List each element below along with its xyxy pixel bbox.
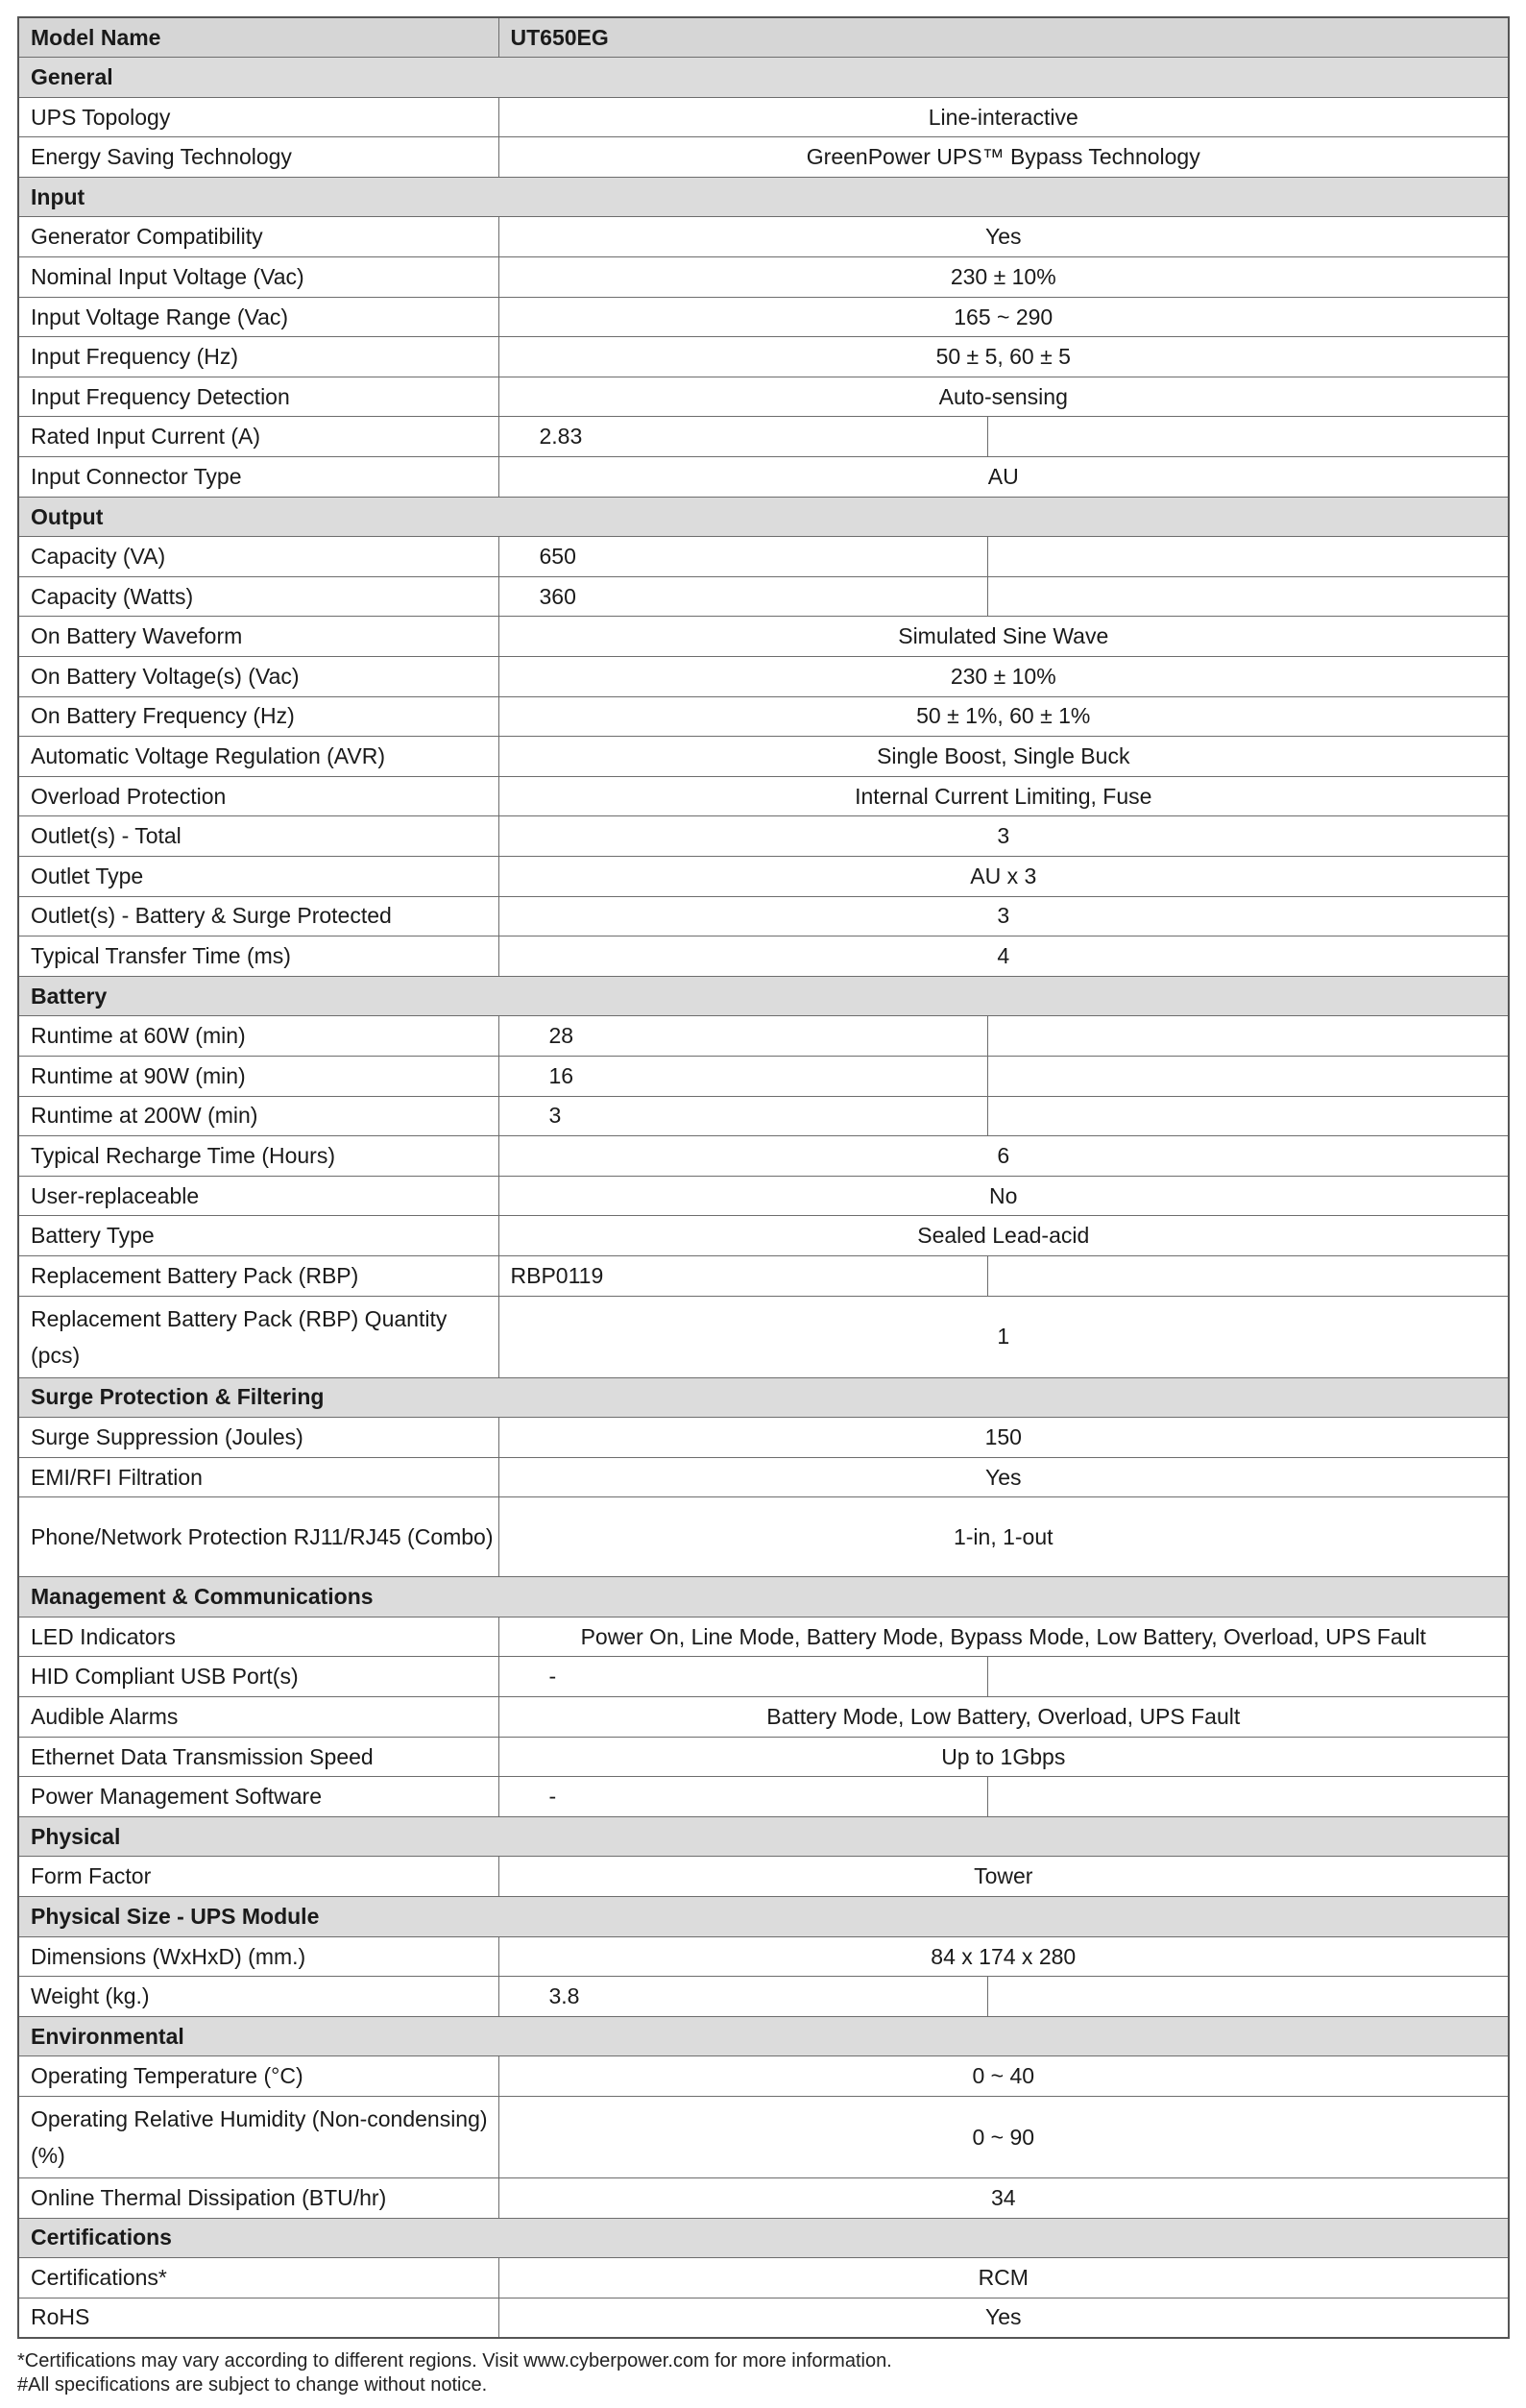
section-title: Battery	[18, 976, 1509, 1016]
spec-label: On Battery Frequency (Hz)	[18, 696, 498, 737]
spec-label: RoHS	[18, 2298, 498, 2338]
spec-row-capacity-watts	[18, 576, 1509, 617]
empty-cell	[987, 1777, 1509, 1817]
section-title: Input	[18, 177, 1509, 217]
spec-value: 4	[498, 936, 1509, 977]
spec-value: 34	[498, 2178, 1509, 2219]
spec-value: RBP0119	[498, 1255, 987, 1296]
spec-label: Rated Input Current (A)	[18, 417, 498, 457]
spec-value: AU	[498, 457, 1509, 498]
spec-row-operating-temperature-c	[18, 2056, 1509, 2097]
spec-label: Replacement Battery Pack (RBP) Quantity (pcs)	[18, 1296, 498, 1377]
section-title: Physical Size - UPS Module	[18, 1897, 1509, 1937]
section-title: Physical	[18, 1816, 1509, 1857]
section-title: Certifications	[18, 2218, 1509, 2258]
spec-label: LED Indicators	[18, 1617, 498, 1657]
spec-value: 230 ± 10%	[498, 657, 1509, 697]
spec-value: 650	[498, 537, 987, 577]
section-header-certifications	[18, 2218, 1509, 2258]
spec-value: 360	[498, 576, 987, 617]
spec-label: HID Compliant USB Port(s)	[18, 1657, 498, 1697]
spec-value: Battery Mode, Low Battery, Overload, UPS Fault	[498, 1697, 1509, 1738]
spec-label: User-replaceable	[18, 1176, 498, 1216]
spec-row-user-replaceable	[18, 1176, 1509, 1216]
spec-row-ups-topology	[18, 97, 1509, 137]
section-header-input	[18, 177, 1509, 217]
spec-row-runtime-at-60w-min	[18, 1016, 1509, 1057]
spec-label: Audible Alarms	[18, 1697, 498, 1738]
spec-row-on-battery-voltage-s-vac	[18, 657, 1509, 697]
section-header-general	[18, 58, 1509, 98]
spec-value: 0 ~ 40	[498, 2056, 1509, 2097]
spec-value: Internal Current Limiting, Fuse	[498, 776, 1509, 816]
spec-row-online-thermal-dissipation-btu-hr	[18, 2178, 1509, 2219]
section-title: Environmental	[18, 2016, 1509, 2056]
spec-label: Operating Relative Humidity (Non-condensing) (%)	[18, 2097, 498, 2178]
section-title: Surge Protection & Filtering	[18, 1377, 1509, 1418]
spec-row-dimensions-wxhxd-mm	[18, 1936, 1509, 1977]
section-header-battery	[18, 976, 1509, 1016]
spec-row-input-frequency-detection	[18, 377, 1509, 417]
spec-value: 165 ~ 290	[498, 297, 1509, 337]
section-title: Management & Communications	[18, 1577, 1509, 1617]
spec-label: UPS Topology	[18, 97, 498, 137]
spec-row-input-connector-type	[18, 457, 1509, 498]
spec-label: Replacement Battery Pack (RBP)	[18, 1255, 498, 1296]
spec-label: Runtime at 60W (min)	[18, 1016, 498, 1057]
spec-value: -	[498, 1657, 987, 1697]
spec-label: Input Connector Type	[18, 457, 498, 498]
spec-value: Yes	[498, 217, 1509, 257]
spec-row-hid-compliant-usb-port-s	[18, 1657, 1509, 1697]
spec-label: Input Voltage Range (Vac)	[18, 297, 498, 337]
spec-value: Up to 1Gbps	[498, 1737, 1509, 1777]
spec-label: Typical Recharge Time (Hours)	[18, 1136, 498, 1177]
spec-row-input-voltage-range-vac	[18, 297, 1509, 337]
spec-value: Simulated Sine Wave	[498, 617, 1509, 657]
spec-row-nominal-input-voltage-vac	[18, 257, 1509, 298]
spec-value: AU x 3	[498, 856, 1509, 896]
spec-value: 50 ± 5, 60 ± 5	[498, 337, 1509, 377]
empty-cell	[987, 1096, 1509, 1136]
model-name-value: UT650EG	[498, 17, 1509, 58]
spec-label: Battery Type	[18, 1216, 498, 1256]
spec-value: 3.8	[498, 1977, 987, 2017]
spec-value: Power On, Line Mode, Battery Mode, Bypass Mode, Low Battery, Overload, UPS Fault	[498, 1617, 1509, 1657]
spec-label: Weight (kg.)	[18, 1977, 498, 2017]
spec-value: GreenPower UPS™ Bypass Technology	[498, 137, 1509, 178]
spec-row-capacity-va	[18, 537, 1509, 577]
spec-value: 1	[498, 1296, 1509, 1377]
spec-value: 150	[498, 1418, 1509, 1458]
spec-row-certifications	[18, 2258, 1509, 2299]
empty-cell	[987, 1016, 1509, 1057]
spec-row-rated-input-current-a	[18, 417, 1509, 457]
empty-cell	[987, 537, 1509, 577]
footnotes	[17, 2349, 892, 2397]
spec-label: Ethernet Data Transmission Speed	[18, 1737, 498, 1777]
spec-value: 28	[498, 1016, 987, 1057]
section-header-physical	[18, 1816, 1509, 1857]
empty-cell	[987, 1657, 1509, 1697]
spec-label: Operating Temperature (°C)	[18, 2056, 498, 2097]
spec-label: Certifications*	[18, 2258, 498, 2299]
spec-label: Input Frequency (Hz)	[18, 337, 498, 377]
header-row	[18, 17, 1509, 58]
spec-row-overload-protection	[18, 776, 1509, 816]
spec-value: -	[498, 1777, 987, 1817]
spec-value: 1-in, 1-out	[498, 1497, 1509, 1577]
spec-row-generator-compatibility	[18, 217, 1509, 257]
spec-value: 6	[498, 1136, 1509, 1177]
spec-row-outlet-s-battery-surge-protected	[18, 896, 1509, 936]
spec-row-input-frequency-hz	[18, 337, 1509, 377]
spec-value: 0 ~ 90	[498, 2097, 1509, 2178]
spec-label: Typical Transfer Time (ms)	[18, 936, 498, 977]
spec-row-replacement-battery-pack-rbp-quantity-pcs	[18, 1296, 1509, 1377]
spec-value: 3	[498, 1096, 987, 1136]
spec-label: Phone/Network Protection RJ11/RJ45 (Combo)	[18, 1497, 498, 1577]
spec-label: Form Factor	[18, 1857, 498, 1897]
spec-row-audible-alarms	[18, 1697, 1509, 1738]
spec-label: Dimensions (WxHxD) (mm.)	[18, 1936, 498, 1977]
spec-value: Auto-sensing	[498, 377, 1509, 417]
spec-row-operating-relative-humidity-non-condensing	[18, 2097, 1509, 2178]
spec-label: Outlet(s) - Total	[18, 816, 498, 857]
spec-row-on-battery-waveform	[18, 617, 1509, 657]
spec-row-runtime-at-200w-min	[18, 1096, 1509, 1136]
spec-row-outlet-s-total	[18, 816, 1509, 857]
section-title: Output	[18, 497, 1509, 537]
spec-row-emi-rfi-filtration	[18, 1457, 1509, 1497]
spec-value: Tower	[498, 1857, 1509, 1897]
spec-label: Runtime at 90W (min)	[18, 1056, 498, 1096]
spec-row-rohs	[18, 2298, 1509, 2338]
spec-row-surge-suppression-joules	[18, 1418, 1509, 1458]
footnote-specifications: #All specifications are subject to change without notice.	[17, 2374, 488, 2396]
spec-value: Yes	[498, 1457, 1509, 1497]
spec-row-replacement-battery-pack-rbp	[18, 1255, 1509, 1296]
spec-label: Overload Protection	[18, 776, 498, 816]
spec-table	[17, 16, 1510, 2339]
spec-label: Outlet(s) - Battery & Surge Protected	[18, 896, 498, 936]
spec-value: Yes	[498, 2298, 1509, 2338]
spec-value: 50 ± 1%, 60 ± 1%	[498, 696, 1509, 737]
section-header-surge-protection-filtering	[18, 1377, 1509, 1418]
empty-cell	[987, 1056, 1509, 1096]
spec-row-outlet-type	[18, 856, 1509, 896]
spec-value: No	[498, 1176, 1509, 1216]
spec-row-typical-recharge-time-hours	[18, 1136, 1509, 1177]
spec-value: RCM	[498, 2258, 1509, 2299]
spec-row-energy-saving-technology	[18, 137, 1509, 178]
section-title: General	[18, 58, 1509, 98]
spec-value: 3	[498, 896, 1509, 936]
spec-value: 16	[498, 1056, 987, 1096]
spec-row-runtime-at-90w-min	[18, 1056, 1509, 1096]
spec-row-typical-transfer-time-ms	[18, 936, 1509, 977]
footnote-certifications: *Certifications may vary according to different regions. Visit www.cyberpower.com for more information.	[17, 2350, 892, 2372]
empty-cell	[987, 1977, 1509, 2017]
spec-label: Capacity (VA)	[18, 537, 498, 577]
spec-value: 230 ± 10%	[498, 257, 1509, 298]
section-header-management-communications	[18, 1577, 1509, 1617]
spec-row-battery-type	[18, 1216, 1509, 1256]
spec-label: Surge Suppression (Joules)	[18, 1418, 498, 1458]
section-header-physical-size-ups-module	[18, 1897, 1509, 1937]
spec-row-automatic-voltage-regulation-avr	[18, 737, 1509, 777]
spec-label: Capacity (Watts)	[18, 576, 498, 617]
spec-row-weight-kg	[18, 1977, 1509, 2017]
spec-row-ethernet-data-transmission-speed	[18, 1737, 1509, 1777]
spec-value: 84 x 174 x 280	[498, 1936, 1509, 1977]
empty-cell	[987, 1255, 1509, 1296]
spec-row-form-factor	[18, 1857, 1509, 1897]
spec-label: Outlet Type	[18, 856, 498, 896]
spec-label: Power Management Software	[18, 1777, 498, 1817]
spec-value: 3	[498, 816, 1509, 857]
spec-value: Single Boost, Single Buck	[498, 737, 1509, 777]
empty-cell	[987, 576, 1509, 617]
spec-label: On Battery Voltage(s) (Vac)	[18, 657, 498, 697]
empty-cell	[987, 417, 1509, 457]
spec-value: Sealed Lead-acid	[498, 1216, 1509, 1256]
spec-row-on-battery-frequency-hz	[18, 696, 1509, 737]
spec-row-power-management-software	[18, 1777, 1509, 1817]
section-header-output	[18, 497, 1509, 537]
spec-label: Runtime at 200W (min)	[18, 1096, 498, 1136]
spec-label: Generator Compatibility	[18, 217, 498, 257]
spec-row-led-indicators	[18, 1617, 1509, 1657]
spec-label: Energy Saving Technology	[18, 137, 498, 178]
spec-label: On Battery Waveform	[18, 617, 498, 657]
spec-value: Line-interactive	[498, 97, 1509, 137]
spec-label: Automatic Voltage Regulation (AVR)	[18, 737, 498, 777]
spec-label: EMI/RFI Filtration	[18, 1457, 498, 1497]
spec-table-body	[18, 17, 1509, 2338]
spec-value: 2.83	[498, 417, 987, 457]
spec-row-phone-network-protection-rj11-rj45-combo	[18, 1497, 1509, 1577]
spec-label: Online Thermal Dissipation (BTU/hr)	[18, 2178, 498, 2219]
spec-label: Input Frequency Detection	[18, 377, 498, 417]
section-header-environmental	[18, 2016, 1509, 2056]
model-name-label: Model Name	[18, 17, 498, 58]
spec-label: Nominal Input Voltage (Vac)	[18, 257, 498, 298]
